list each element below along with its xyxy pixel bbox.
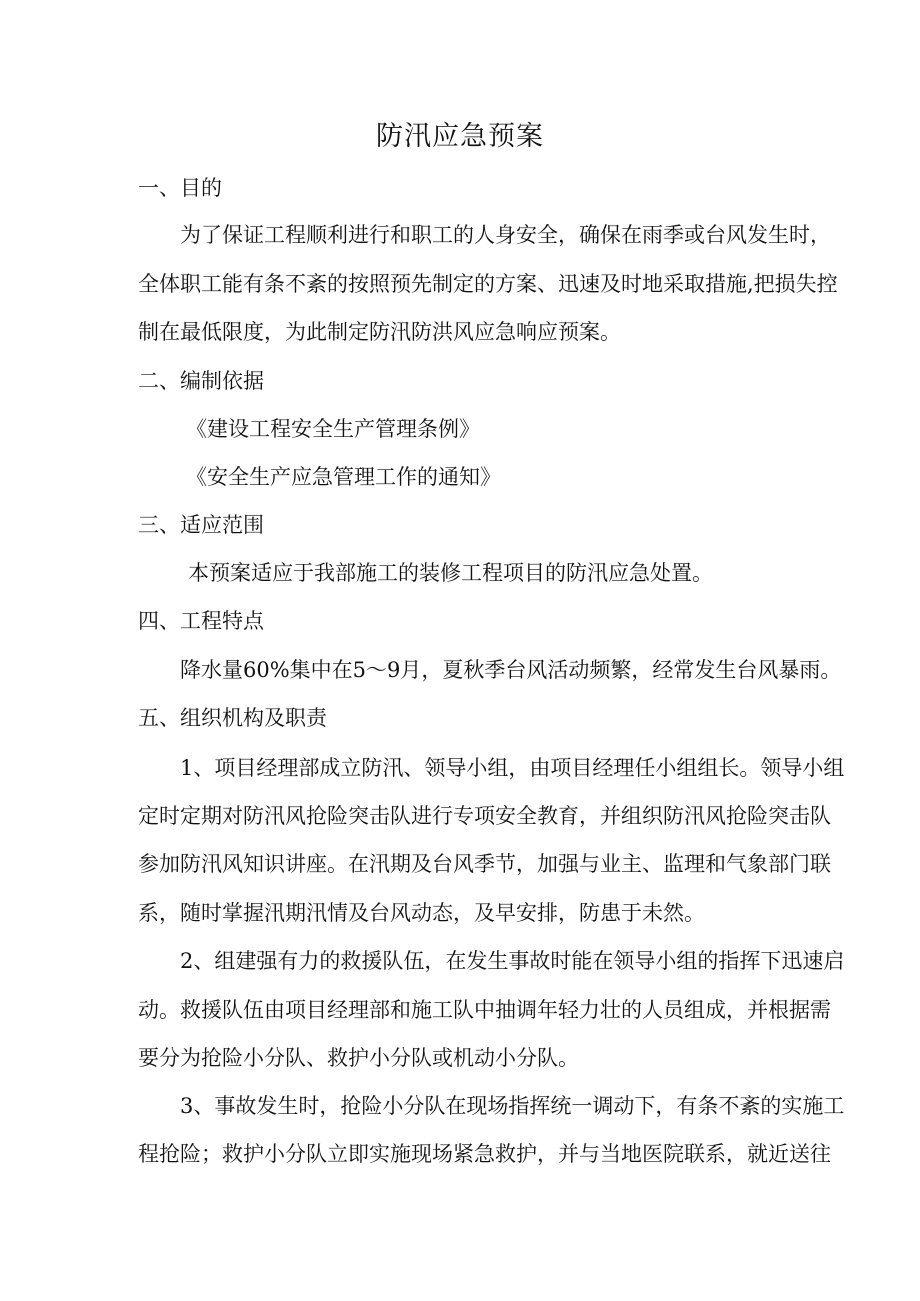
org-para-1-line-1: 1、项目经理部成立防汛、领导小组，由项目经理任小组组长。领导小组 bbox=[180, 756, 845, 780]
section-heading-features: 四、工程特点 bbox=[138, 609, 264, 633]
org-para-1-line-2: 定时定期对防汛风抢险突击队进行专项安全教育，并组织防汛风抢险突击队 bbox=[138, 804, 831, 828]
features-text: 降水量60%集中在5～9月，夏秋季台风活动频繁，经常发生台风暴雨。 bbox=[180, 658, 842, 682]
section-heading-basis: 二、编制依据 bbox=[138, 369, 264, 393]
purpose-line-3: 制在最低限度，为此制定防汛防洪风应急响应预案。 bbox=[138, 320, 621, 344]
purpose-line-1: 为了保证工程顺利进行和职工的人身安全，确保在雨季或台风发生时， bbox=[180, 223, 831, 247]
section-heading-organization: 五、组织机构及职责 bbox=[138, 706, 327, 730]
basis-item-2: 《安全生产应急管理工作的通知》 bbox=[186, 465, 501, 489]
section-heading-purpose: 一、目的 bbox=[138, 176, 222, 200]
section-heading-scope: 三、适应范围 bbox=[138, 513, 264, 537]
purpose-line-2: 全体职工能有条不紊的按照预先制定的方案、迅速及时地采取措施,把损失控 bbox=[138, 272, 838, 296]
org-para-1-line-3: 参加防汛风知识讲座。在汛期及台风季节，加强与业主、监理和气象部门联 bbox=[138, 852, 831, 876]
org-para-3-line-1: 3、事故发生时，抢险小分队在现场指挥统一调动下，有条不紊的实施工 bbox=[180, 1094, 845, 1118]
document-title: 防汛应急预案 bbox=[376, 121, 544, 152]
org-para-3-line-2: 程抢险；救护小分队立即实施现场紧急救护，并与当地医院联系，就近送往 bbox=[138, 1142, 831, 1166]
org-para-1-line-4: 系，随时掌握汛期汛情及台风动态，及早安排，防患于未然。 bbox=[138, 901, 705, 925]
org-para-2-line-1: 2、组建强有力的救援队伍，在发生事故时能在领导小组的指挥下迅速启 bbox=[180, 949, 845, 973]
org-para-2-line-3: 要分为抢险小分队、救护小分队或机动小分队。 bbox=[138, 1046, 579, 1070]
org-para-2-line-2: 动。救援队伍由项目经理部和施工队中抽调年轻力壮的人员组成，并根据需 bbox=[138, 998, 831, 1022]
scope-text: 本预案适应于我部施工的装修工程项目的防汛应急处置。 bbox=[188, 561, 713, 585]
basis-item-1: 《建设工程安全生产管理条例》 bbox=[186, 417, 480, 441]
